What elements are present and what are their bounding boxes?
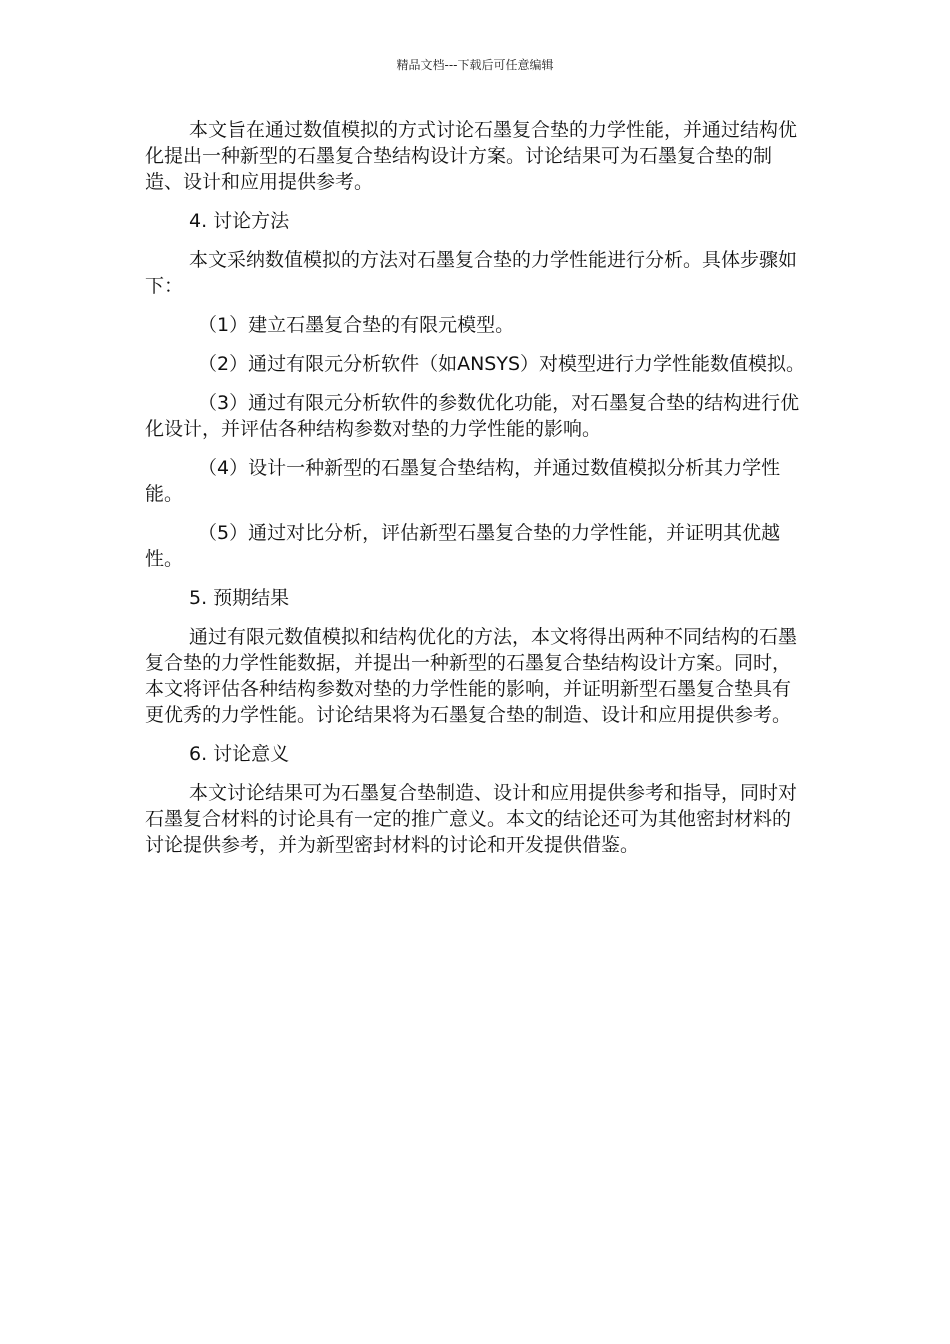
intro-paragraph: 本文旨在通过数值模拟的方式讨论石墨复合垫的力学性能，并通过结构优化提出一种新型的石墨复合垫结构设计方案。讨论结果可为石墨复合垫的制造、设计和应用提供参考。 (145, 119, 798, 193)
method-step: （1）建立石墨复合垫的有限元模型。 (198, 314, 515, 336)
section-heading-results: 5. 预期结果 (189, 587, 290, 609)
section-heading-significance: 6. 讨论意义 (189, 743, 290, 765)
method-step: （4）设计一种新型的石墨复合垫结构，并通过数值模拟分析其力学性能。 (145, 457, 781, 505)
method-step: （2）通过有限元分析软件（如ANSYS）对模型进行力学性能数值模拟。 (198, 353, 806, 375)
significance-paragraph: 本文讨论结果可为石墨复合垫制造、设计和应用提供参考和指导，同时对石墨复合材料的讨论具有一定的推广意义。本文的结论还可为其他密封材料的讨论提供参考，并为新型密封材料的讨论和开发提供借鉴。 (145, 782, 798, 856)
methods-paragraph: 本文采纳数值模拟的方法对石墨复合垫的力学性能进行分析。具体步骤如下： (145, 249, 798, 297)
page-header: 精品文档---下载后可任意编辑 (396, 58, 554, 72)
section-heading-methods: 4. 讨论方法 (189, 210, 290, 232)
document-body (145, 117, 807, 871)
method-step: （3）通过有限元分析软件的参数优化功能，对石墨复合垫的结构进行优化设计，并评估各种结构参数对垫的力学性能的影响。 (145, 392, 800, 440)
method-step: （5）通过对比分析，评估新型石墨复合垫的力学性能，并证明其优越性。 (145, 522, 781, 570)
results-paragraph: 通过有限元数值模拟和结构优化的方法，本文将得出两种不同结构的石墨复合垫的力学性能数据，并提出一种新型的石墨复合垫结构设计方案。同时，本文将评估各种结构参数对垫的力学性能的影响，并证明新型石墨复合垫具有更优秀的力学性能。讨论结果将为石墨复合垫的制造、设计和应用提供参考。 (145, 626, 798, 726)
